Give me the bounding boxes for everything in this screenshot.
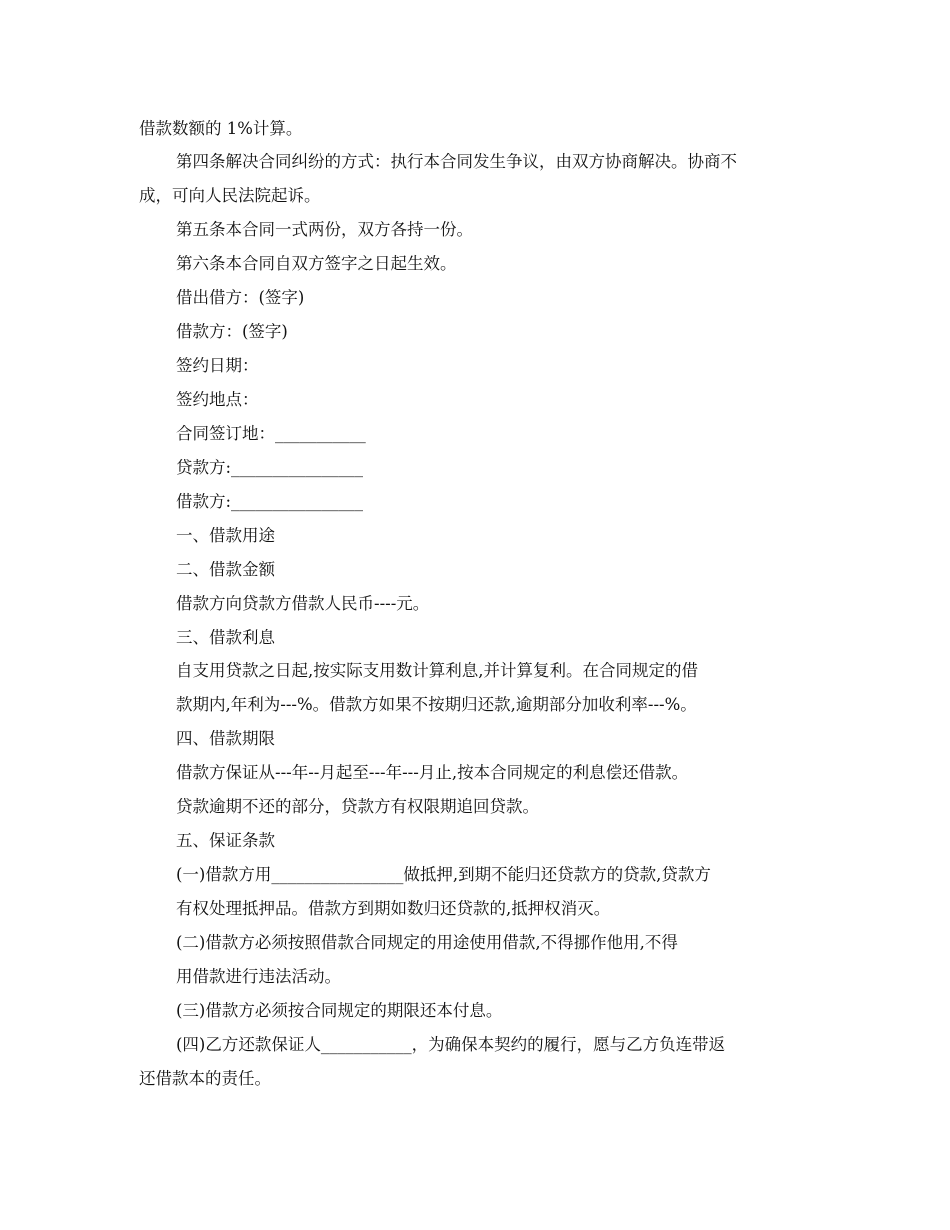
- text-line: (二)借款方必须按照借款合同规定的用途使用借款,不得挪作他用,不得: [176, 933, 678, 952]
- text-line: 签约日期：: [176, 356, 259, 375]
- text-line: 用借款进行违法活动。: [176, 967, 341, 986]
- text-line: (三)借款方必须按合同规定的期限还本付息。: [176, 1001, 503, 1020]
- text-line: 五、保证条款: [176, 831, 275, 850]
- text-line: 借款方向贷款方借款人民币----元。: [176, 594, 430, 613]
- text-line: 贷款逾期不还的部分，贷款方有权限期追回贷款。: [176, 797, 539, 816]
- text-line: 四、借款期限: [176, 729, 275, 748]
- text-line: 第五条本合同一式两份，双方各持一份。: [176, 220, 473, 239]
- text-line: 借款数额的 1%计算。: [139, 119, 303, 138]
- text-line: 自支用贷款之日起,按实际支用数计算利息,并计算复利。在合同规定的借: [176, 661, 698, 680]
- text-line: 有权处理抵押品。借款方到期如数归还贷款的,抵押权消灭。: [176, 899, 611, 918]
- text-line: 第六条本合同自双方签字之日起生效。: [176, 254, 457, 273]
- text-line: 贷款方:________________: [176, 458, 364, 477]
- text-line: 款期内,年利为---%。借款方如果不按期归还款,逾期部分加收利率---%。: [176, 695, 697, 714]
- text-line: 一、借款用途: [176, 526, 275, 545]
- text-line: 借出借方：(签字): [176, 288, 305, 307]
- text-line: 签约地点：: [176, 390, 259, 409]
- text-line: 借款方保证从---年--月起至---年---月止,按本合同规定的利息偿还借款。: [176, 763, 689, 782]
- text-line: 成，可向人民法院起诉。: [139, 186, 321, 205]
- text-line: (四)乙方还款保证人___________，为确保本契约的履行，愿与乙方负连带返: [176, 1035, 726, 1054]
- text-line: 还借款本的责任。: [139, 1069, 271, 1088]
- text-line: 借款方：(签字): [176, 322, 288, 341]
- text-line: 二、借款金额: [176, 560, 275, 579]
- text-line: 借款方:________________: [176, 492, 364, 511]
- text-line: 合同签订地：___________: [176, 424, 366, 443]
- text-line: 三、借款利息: [176, 628, 275, 647]
- text-line: 第四条解决合同纠纷的方式：执行本合同发生争议，由双方协商解决。协商不: [176, 152, 737, 171]
- text-line: (一)借款方用________________做抵押,到期不能归还贷款方的贷款,贷款方: [176, 865, 711, 884]
